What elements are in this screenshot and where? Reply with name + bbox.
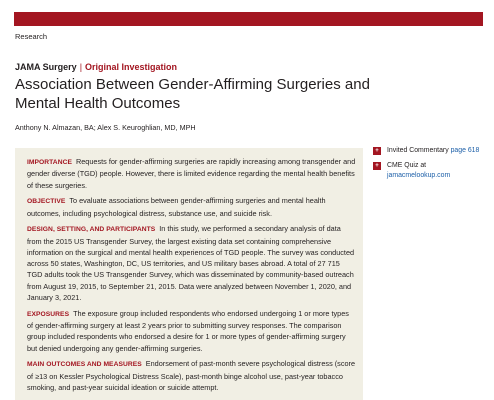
plus-icon: + <box>373 147 381 155</box>
exposures-text: The exposure group included respondents who endorsed undergoing 1 or more types of gender-affirming surgery at least 2 years prior to submitting survey responses. The comparison group included respondents who endorsed a desire for 1 or more types of gender-affirming surgery but denied undergoing any gender-affirming surgeries. <box>27 308 349 353</box>
journal-name: JAMA Surgery <box>15 62 77 72</box>
invited-commentary-link[interactable]: page 618 <box>450 147 480 154</box>
abstract-importance <box>27 156 357 191</box>
cme-quiz-at: at <box>420 162 427 169</box>
abstract-exposures <box>27 308 357 354</box>
invited-commentary-label: Invited Commentary <box>387 147 449 154</box>
abstract-design <box>27 223 357 303</box>
journal-line <box>15 62 177 72</box>
invited-commentary-text <box>387 146 494 156</box>
design-heading: DESIGN, SETTING, AND PARTICIPANTS <box>27 226 156 234</box>
article-title: Association Between Gender-Affirming Surgeries and Mental Health Outcomes <box>15 76 370 112</box>
section-label: Research <box>15 32 48 41</box>
journal-separator: | <box>79 62 83 72</box>
cme-quiz-link[interactable]: jamacmelookup.com <box>387 172 451 179</box>
cme-quiz-text <box>387 161 494 181</box>
exposures-heading: EXPOSURES <box>27 310 70 318</box>
cme-quiz-label: CME Quiz <box>387 162 419 169</box>
importance-text: Requests for gender-affirming surgeries are rapidly increasing among transgender and gender diverse (TGD) people. However, there is limited evidence regarding the mental health benefits of these surgeries. <box>27 157 356 190</box>
design-text: In this study, we performed a secondary analysis of data from the 2015 US Transgender Survey, the largest existing data set containing comprehensive information on the surgical and mental health experiences of TGD people. The survey was conducted across 50 states, Washington, DC, US territories, and US military bases abroad. A total of 27 715 TGD adults took the US Transgender Survey, which was disseminated by community-based outreach from August 19, 2015, to September 21, 2015. Data were analyzed between November 1, 2020, and January 3, 2021. <box>27 224 355 303</box>
plus-icon: + <box>373 162 381 170</box>
abstract-objective <box>27 195 357 219</box>
outcomes-heading: MAIN OUTCOMES AND MEASURES <box>27 361 142 369</box>
abstract-outcomes <box>27 358 357 393</box>
article-authors: Anthony N. Almazan, BA; Alex S. Keuroghlian, MD, MPH <box>15 123 196 132</box>
objective-text: To evaluate associations between gender-affirming surgeries and mental health outcomes, including psychological distress, substance use, and suicide risk. <box>27 196 326 218</box>
importance-heading: IMPORTANCE <box>27 159 72 166</box>
outcomes-text: Endorsement of past-month severe psychological distress (score of ≥13 on Kessler Psychological Distress Scale), past-month binge alcohol use, past-year tobacco smoking, and past-year suicidal ideation or suicide attempt. <box>27 359 356 392</box>
objective-heading: OBJECTIVE <box>27 198 66 206</box>
article-type: Original Investigation <box>85 62 178 72</box>
journal-header-bar <box>14 12 483 26</box>
abstract-content <box>27 156 357 398</box>
abstract-box <box>15 148 363 400</box>
